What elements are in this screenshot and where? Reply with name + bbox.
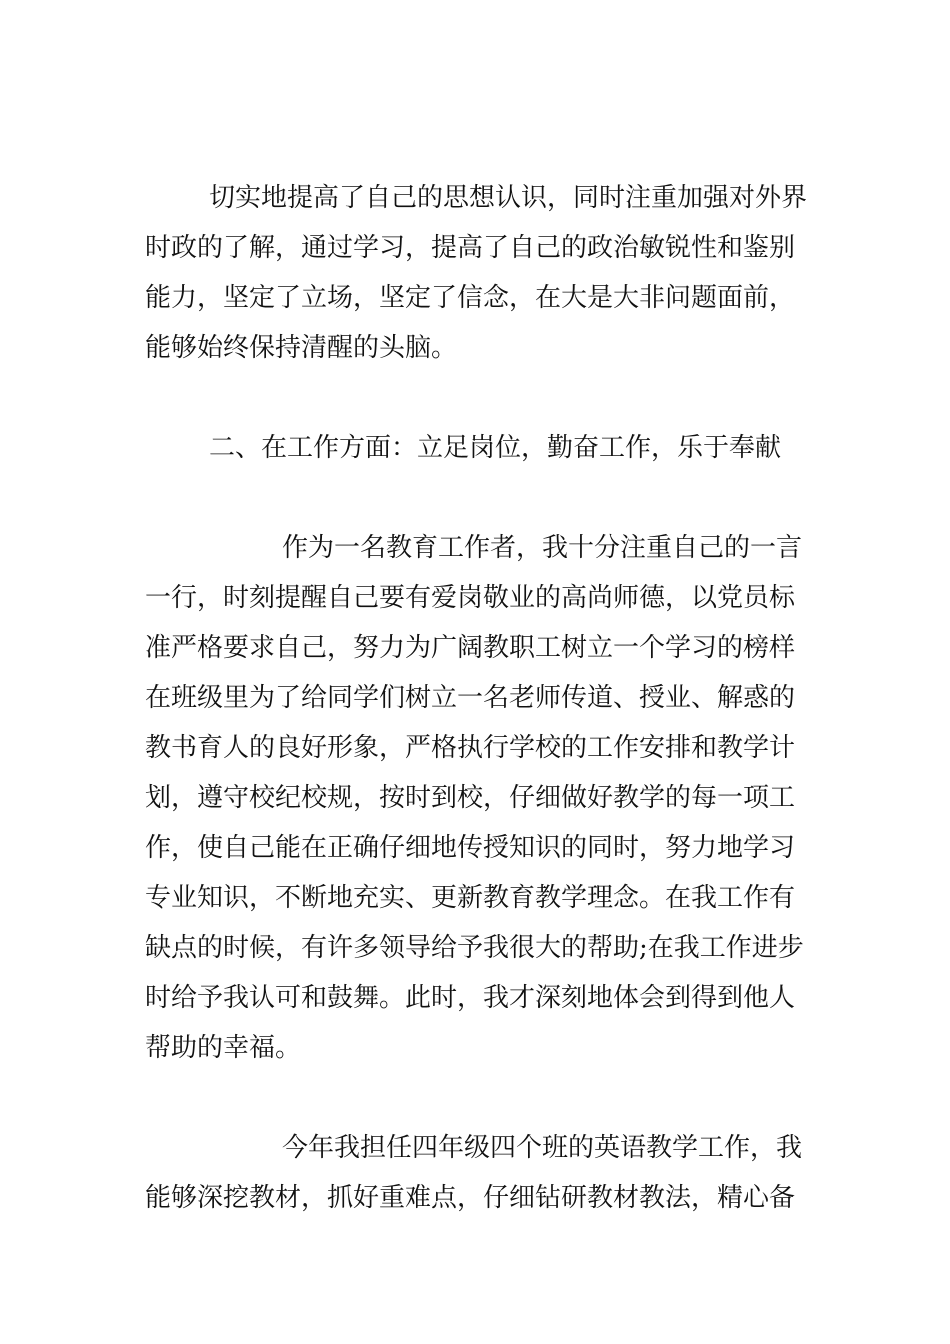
para2-line-5: 教书育人的良好形象，严格执行学校的工作安排和教学计: [145, 733, 796, 763]
para1-line-1: 切实地提高了自己的思想认识，同时注重加强对外界: [209, 183, 808, 213]
para3-line-2: 能够深挖教材，抓好重难点，仔细钻研教材教法，精心备: [145, 1183, 796, 1213]
para2-line-10: 时给予我认可和鼓舞。此时，我才深刻地体会到得到他人: [145, 983, 796, 1013]
para2-line-1: 作为一名教育工作者，我十分注重自己的一言: [282, 533, 803, 563]
para2-line-11: 帮助的幸福。: [145, 1033, 302, 1063]
para1-line-3: 能力，坚定了立场，坚定了信念，在大是大非问题面前，: [145, 283, 796, 313]
para1-line-4: 能够始终保持清醒的头脑。: [145, 333, 458, 363]
para3-line-1: 今年我担任四年级四个班的英语教学工作，我: [282, 1133, 803, 1163]
para1-line-2: 时政的了解，通过学习，提高了自己的政治敏锐性和鉴别: [145, 233, 796, 263]
section-heading: 二、在工作方面：立足岗位，勤奋工作，乐于奉献: [209, 433, 782, 463]
para2-line-2: 一行，时刻提醒自己要有爱岗敬业的高尚师德，以党员标: [145, 583, 796, 613]
para2-line-3: 准严格要求自己，努力为广阔教职工树立一个学习的榜样: [145, 633, 796, 663]
para2-line-6: 划，遵守校纪校规，按时到校，仔细做好教学的每一项工: [145, 783, 796, 813]
para2-line-4: 在班级里为了给同学们树立一名老师传道、授业、解惑的: [145, 683, 796, 713]
para2-line-7: 作，使自己能在正确仔细地传授知识的同时，努力地学习: [145, 833, 796, 863]
para2-line-8: 专业知识，不断地充实、更新教育教学理念。在我工作有: [145, 883, 796, 913]
para2-line-9: 缺点的时候，有许多领导给予我很大的帮助;在我工作进步: [145, 933, 804, 963]
